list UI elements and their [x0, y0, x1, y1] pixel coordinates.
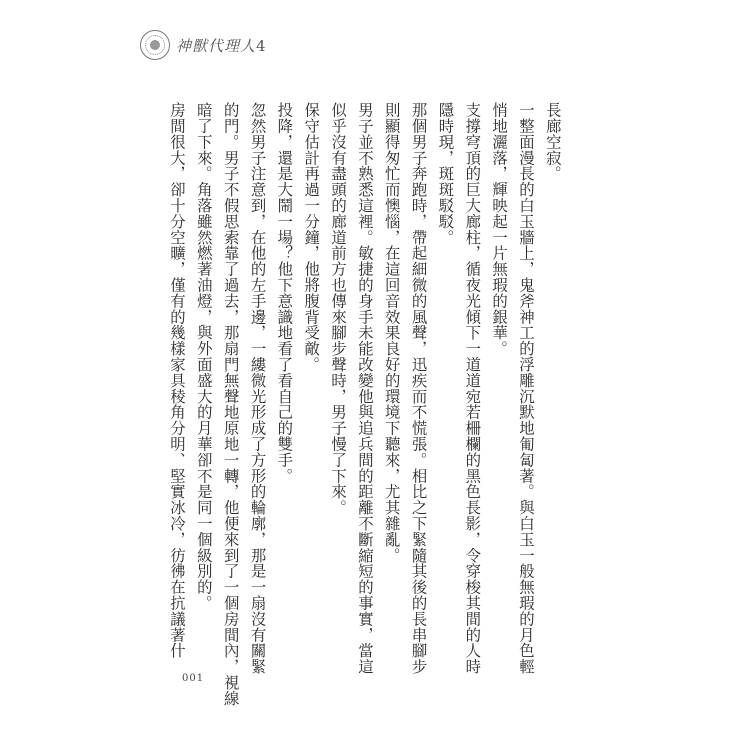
text-column: 忽然男子注意到，在他的左手邊，一縷微光形成了方形的輪廓，那是一扇沒有關緊 — [248, 102, 267, 675]
text-column: 則顯得匆忙而懊惱，在這回音效果良好的環境下聽來，尤其雜亂。 — [382, 102, 401, 564]
emblem-icon — [140, 30, 170, 60]
text-column: 隱時現，斑斑駁駁。 — [436, 102, 455, 246]
text-column: 男子並不熟悉這裡。敏捷的身手未能改變他與追兵間的距離不斷縮短的事實，當這 — [355, 102, 374, 675]
text-column: 悄地灑落，輝映起一片無瑕的銀華。 — [490, 102, 509, 357]
volume-number: 4 — [256, 36, 267, 55]
text-column: 投降，還是大鬧一場？他下意識地看了看自己的雙手。 — [275, 102, 294, 484]
text-column: 暗了下來。角落雖然燃著油燈，與外面盛大的月華卻不是同一個級別的。 — [194, 102, 213, 611]
text-column: 房間很大，卻十分空曠，僅有的幾樣家具稜角分明、堅實冰冷，彷彿在抗議著什 — [168, 102, 186, 659]
running-header — [140, 30, 267, 60]
page-number: 001 — [182, 673, 205, 684]
text-column: 的門。男子不假思索靠了過去，那扇門無聲地原地一轉，他便來到了一個房間內，視線 — [221, 102, 240, 707]
text-column: 那個男子奔跑時，帶起細微的風聲，迅疾而不慌張。相比之下緊隨其後的長串腳步 — [409, 102, 428, 675]
book-title: 神獸代理人4 — [176, 36, 267, 55]
text-column: 長廊空寂。 — [543, 102, 562, 182]
text-column: 支撐穹頂的巨大廊柱，循夜光傾下一道道宛若柵欄的黑色長影，令穿梭其間的人時 — [463, 102, 482, 675]
text-column: 一整面漫長的白玉牆上，鬼斧神工的浮雕沉默地匍匐著。與白玉一般無瑕的月色輕 — [516, 102, 535, 675]
text-column: 似乎沒有盡頭的廊道前方也傳來腳步聲時，男子慢了下來。 — [329, 102, 348, 516]
text-column: 保守估計再過一分鐘，他將腹背受敵。 — [302, 102, 321, 373]
